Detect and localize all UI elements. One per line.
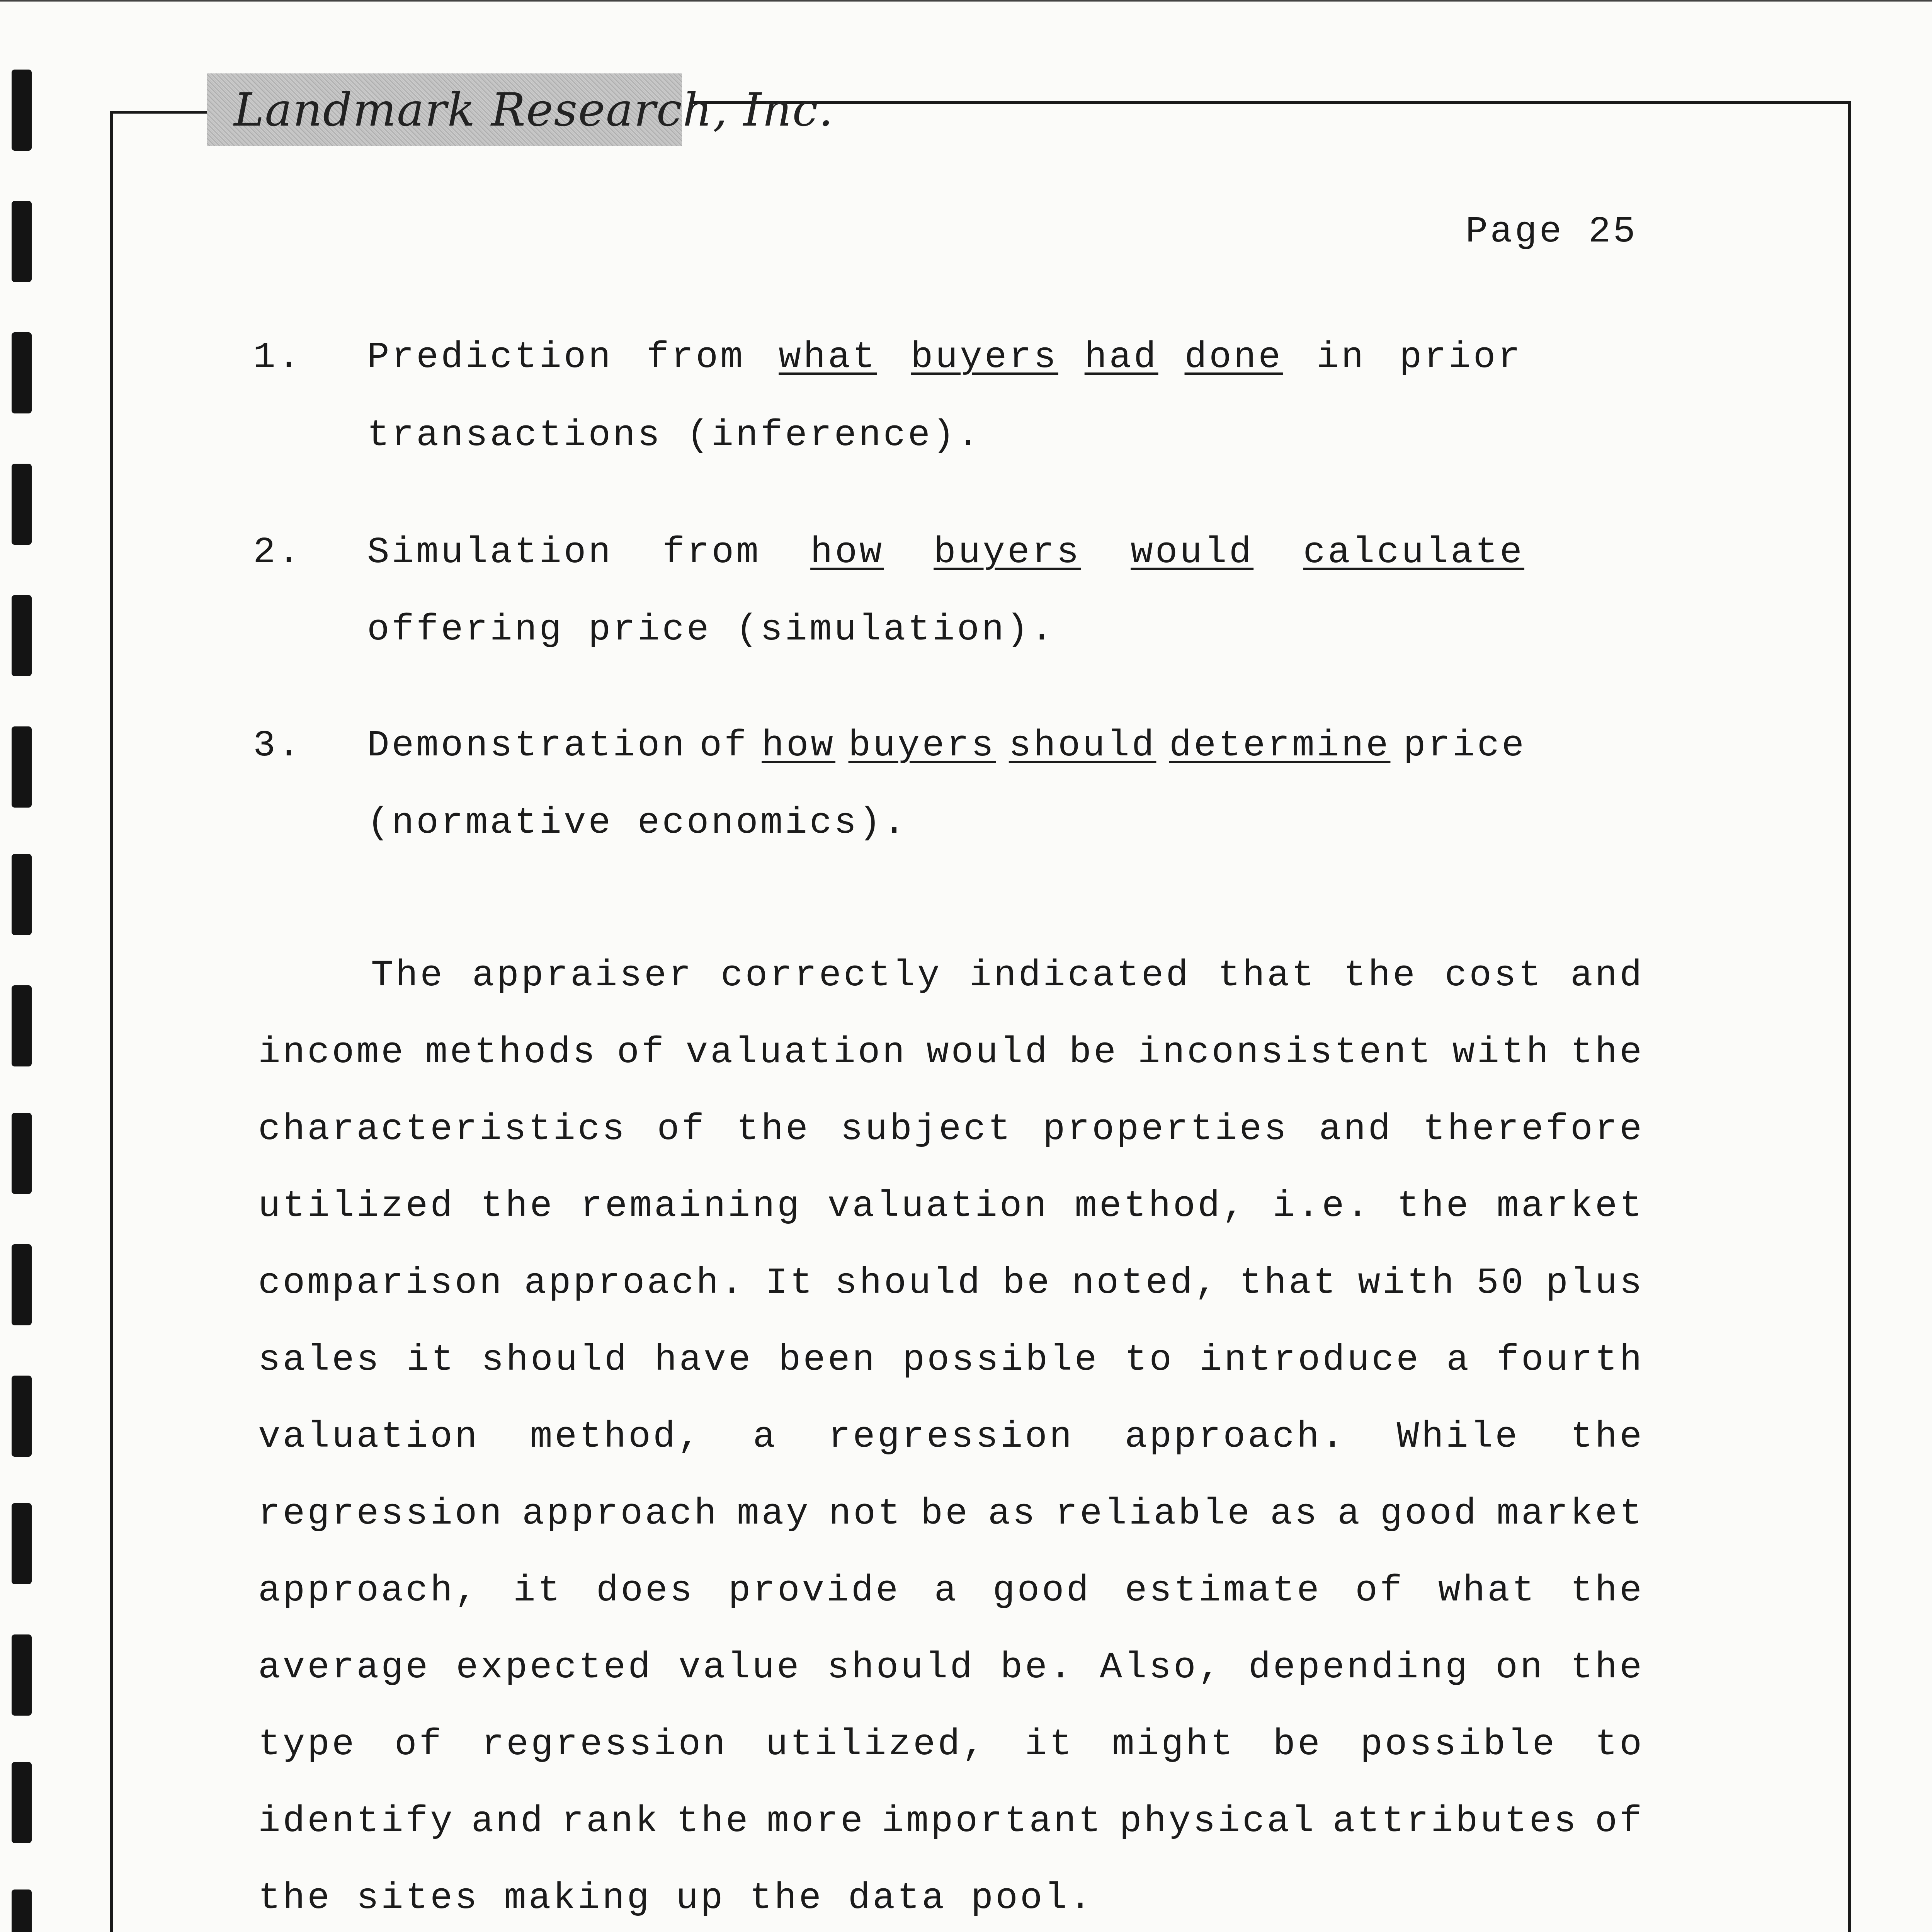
paragraph-word: It — [765, 1262, 815, 1304]
binder-mark — [12, 1376, 32, 1457]
paragraph-word: valuation — [685, 1031, 907, 1073]
paragraph-word: regression — [828, 1416, 1074, 1458]
underlined-word: should — [1009, 724, 1156, 767]
underlined-word: calculate — [1303, 531, 1524, 573]
binder-mark — [12, 70, 32, 151]
paragraph-word: the — [1344, 954, 1417, 997]
list-number: 2. — [253, 531, 303, 573]
paragraph-word: method, — [530, 1416, 702, 1458]
paragraph-word: the — [1570, 1646, 1644, 1689]
paragraph-word: with — [1358, 1262, 1456, 1304]
paragraph-word: of — [394, 1723, 444, 1765]
binder-mark — [12, 1113, 32, 1194]
paragraph-word: reliable — [1055, 1493, 1252, 1535]
paragraph-word: depending — [1248, 1646, 1470, 1689]
paragraph-word: as — [1270, 1493, 1320, 1535]
underlined-word: buyers — [934, 531, 1081, 573]
scan-top-edge — [0, 0, 1932, 2]
paragraph-word: indicated — [969, 954, 1190, 997]
paragraph-word: as — [988, 1493, 1037, 1535]
paragraph-word: identify — [258, 1800, 455, 1842]
paragraph-word: appraiser — [472, 954, 694, 997]
paragraph-word: important — [881, 1800, 1103, 1842]
paragraph-word: it — [513, 1570, 563, 1612]
paragraph-word: subject — [840, 1108, 1013, 1150]
paragraph-word: that — [1239, 1262, 1338, 1304]
paragraph-word: market — [1497, 1185, 1644, 1227]
paragraph-word: characteristics — [258, 1108, 627, 1150]
frame-top-left — [110, 111, 207, 114]
list-number: 1. — [253, 336, 303, 378]
frame-top-right — [692, 101, 1851, 104]
underlined-group — [911, 336, 1283, 378]
paragraph-word: fourth — [1497, 1339, 1644, 1381]
paragraph-word: comparison — [258, 1262, 504, 1304]
paragraph-word: might — [1112, 1723, 1235, 1765]
paragraph-word: plus — [1546, 1262, 1644, 1304]
paragraph-word: attributes — [1332, 1800, 1578, 1842]
paragraph-word: it — [406, 1339, 456, 1381]
page-number: Page 25 — [1465, 211, 1638, 253]
underlined-word: buyers — [848, 724, 996, 767]
paragraph-word: be — [1069, 1031, 1118, 1073]
binder-mark — [12, 1762, 32, 1843]
underlined-word: done — [1184, 336, 1283, 378]
paragraph-word: good — [1380, 1493, 1479, 1535]
paragraph-word: the — [1397, 1185, 1471, 1227]
paragraph-word: noted, — [1071, 1262, 1219, 1304]
paragraph-word: properties — [1043, 1108, 1289, 1150]
underlined-word: would — [1131, 531, 1254, 573]
paragraph-word: the — [676, 1800, 750, 1842]
list-word: of — [699, 724, 749, 767]
list-word: price — [1403, 724, 1526, 767]
paragraph-line — [258, 1800, 1644, 1842]
paragraph-word: of — [657, 1108, 706, 1150]
paragraph-word: methods — [425, 1031, 597, 1073]
paragraph-word: of — [617, 1031, 666, 1073]
paragraph-word: be — [1002, 1262, 1052, 1304]
underlined-word: buyers — [911, 336, 1058, 378]
paragraph-word: to — [1595, 1723, 1644, 1765]
frame-left — [110, 111, 113, 1932]
binder-mark — [12, 985, 32, 1066]
paragraph-word: type — [258, 1723, 357, 1765]
paragraph-line — [258, 1723, 1644, 1765]
paragraph-word: therefore — [1423, 1108, 1644, 1150]
paragraph-word: income — [258, 1031, 406, 1073]
paragraph-word: possible — [902, 1339, 1099, 1381]
paragraph-line — [258, 1108, 1644, 1150]
paragraph-line — [371, 954, 1644, 997]
paragraph-word: should — [827, 1646, 975, 1689]
paragraph-word: method, — [1075, 1185, 1247, 1227]
paragraph-word: While — [1396, 1416, 1520, 1458]
paragraph-word: and — [1319, 1108, 1393, 1150]
paragraph-word: what — [1438, 1570, 1537, 1612]
paragraph-word: not — [828, 1493, 903, 1535]
list-item-continuation: (normative economics). — [367, 802, 908, 844]
list-item-continuation: transactions (inference). — [367, 414, 982, 456]
paragraph-word: should — [835, 1262, 983, 1304]
paragraph-word: value — [678, 1646, 801, 1689]
paragraph-word: remaining — [580, 1185, 802, 1227]
binder-mark — [12, 1634, 32, 1716]
frame-right — [1848, 101, 1851, 1932]
paragraph-word: been — [778, 1339, 877, 1381]
paragraph-word: does — [596, 1570, 695, 1612]
paragraph-word: correctly — [721, 954, 942, 997]
paragraph-word: have — [655, 1339, 753, 1381]
paragraph-word: introduce — [1199, 1339, 1421, 1381]
list-item-line — [367, 531, 1524, 573]
paragraph-word: regression — [258, 1493, 504, 1535]
paragraph-word: would — [926, 1031, 1049, 1073]
underlined-word: how — [810, 531, 884, 573]
list-word: Simulation — [367, 531, 613, 573]
paragraph-word: that — [1218, 954, 1316, 997]
paragraph-word: inconsistent — [1138, 1031, 1433, 1073]
paragraph-word: approach. — [1124, 1416, 1346, 1458]
paragraph-line — [258, 1185, 1644, 1227]
paragraph-word: may — [736, 1493, 811, 1535]
paragraph-word: a — [934, 1570, 959, 1612]
binder-mark — [12, 726, 32, 808]
paragraph-line — [258, 1339, 1644, 1381]
paragraph-line: the sites making up the data pool. — [258, 1877, 1094, 1919]
paragraph-line — [258, 1493, 1644, 1535]
binder-mark — [12, 1889, 32, 1932]
paragraph-word: rank — [561, 1800, 660, 1842]
paragraph-word: with — [1452, 1031, 1551, 1073]
paragraph-line — [258, 1646, 1644, 1689]
list-word: Prediction — [367, 336, 613, 378]
paragraph-word: it — [1025, 1723, 1074, 1765]
paragraph-line — [258, 1031, 1644, 1073]
list-word: in — [1316, 336, 1366, 378]
underlined-word: determine — [1169, 724, 1391, 767]
letterhead-text: Landmark Research, Inc. — [234, 83, 834, 136]
paragraph-word: of — [1355, 1570, 1405, 1612]
paragraph-line — [258, 1262, 1644, 1304]
paragraph-word: be — [920, 1493, 970, 1535]
paragraph-word: estimate — [1124, 1570, 1321, 1612]
paragraph-word: The — [371, 954, 445, 997]
paragraph-word: and — [471, 1800, 545, 1842]
paragraph-word: of — [1595, 1800, 1644, 1842]
paragraph-word: market — [1497, 1493, 1644, 1535]
paragraph-word: average — [258, 1646, 430, 1689]
binder-mark — [12, 1244, 32, 1325]
paragraph-word: approach. — [524, 1262, 745, 1304]
paragraph-word: expected — [456, 1646, 653, 1689]
paragraph-word: physical — [1119, 1800, 1316, 1842]
paragraph-word: sales — [258, 1339, 381, 1381]
paragraph-word: to — [1124, 1339, 1174, 1381]
paragraph-word: be. — [1000, 1646, 1074, 1689]
paragraph-word: the — [736, 1108, 810, 1150]
paragraph-word: provide — [728, 1570, 901, 1612]
binder-mark — [12, 201, 32, 282]
underlined-word: what — [779, 336, 877, 378]
list-item-line — [367, 336, 1522, 378]
paragraph-word: utilized — [258, 1185, 455, 1227]
paragraph-word: more — [767, 1800, 865, 1842]
paragraph-word: cost — [1444, 954, 1543, 997]
paragraph-word: should — [481, 1339, 629, 1381]
paragraph-word: the — [1570, 1031, 1644, 1073]
paragraph-word: Also, — [1100, 1646, 1223, 1689]
binder-mark — [12, 595, 32, 676]
binder-mark — [12, 1503, 32, 1584]
list-word: prior — [1399, 336, 1522, 378]
paragraph-word: the — [481, 1185, 554, 1227]
paragraph-word: a — [753, 1416, 778, 1458]
paragraph-line — [258, 1570, 1644, 1612]
paragraph-word: regression — [481, 1723, 728, 1765]
paragraph-word: valuation — [258, 1416, 480, 1458]
list-item-continuation: offering price (simulation). — [367, 609, 1056, 651]
list-word: Demonstration — [367, 724, 687, 767]
list-word: from — [662, 531, 761, 573]
paragraph-word: approach — [522, 1493, 719, 1535]
binder-mark — [12, 332, 32, 413]
paragraph-word: on — [1495, 1646, 1545, 1689]
paragraph-word: 50 — [1476, 1262, 1526, 1304]
underlined-word: had — [1084, 336, 1158, 378]
paragraph-word: be — [1273, 1723, 1322, 1765]
paragraph-word: a — [1446, 1339, 1471, 1381]
paragraph-word: utilized, — [765, 1723, 987, 1765]
list-number: 3. — [253, 724, 303, 767]
paragraph-word: the — [1570, 1570, 1644, 1612]
paragraph-word: good — [992, 1570, 1091, 1612]
binder-mark — [12, 464, 32, 545]
paragraph-word: and — [1570, 954, 1644, 997]
paragraph-word: possible — [1360, 1723, 1557, 1765]
letterhead-logo — [207, 73, 834, 146]
paragraph-word: a — [1337, 1493, 1362, 1535]
paragraph-word: approach, — [258, 1570, 480, 1612]
list-item-line — [367, 724, 1526, 767]
paragraph-word: valuation — [827, 1185, 1049, 1227]
paragraph-word: i.e. — [1272, 1185, 1371, 1227]
paragraph-word: the — [1570, 1416, 1644, 1458]
underlined-word: how — [762, 724, 836, 767]
list-word: from — [646, 336, 745, 378]
paragraph-line — [258, 1416, 1644, 1458]
binder-mark — [12, 854, 32, 935]
